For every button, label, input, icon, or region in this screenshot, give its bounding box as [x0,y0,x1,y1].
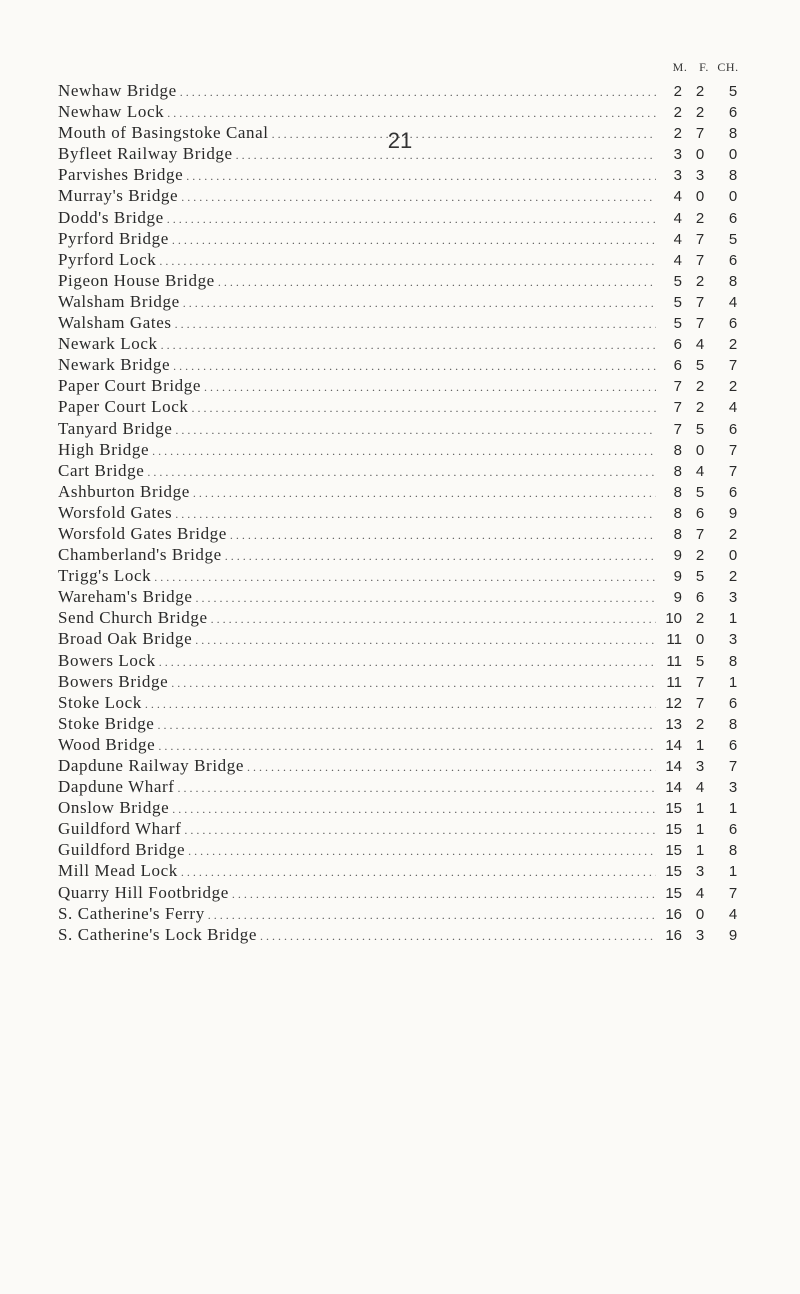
chains-value: 6 [728,821,738,839]
table-row [58,101,748,122]
chains-value: 0 [728,547,738,565]
table-row [58,249,748,270]
distance-values [656,208,748,229]
table-row [58,734,748,755]
distance-values [656,250,748,271]
place-name: S. Catherine's Ferry . . . [58,903,656,926]
miles-value: 13 [665,715,682,733]
chains-value: 2 [728,568,738,586]
miles-value: 5 [673,272,682,290]
table-row [58,207,748,228]
table-row [58,228,748,249]
header-miles: M. [672,60,688,74]
table-row [58,333,748,354]
place-name: Pigeon House Bridge . . . [58,270,656,293]
place-name: Onslow Bridge . . . [58,797,656,820]
place-name: Worsfold Gates Bridge . . . [58,523,656,546]
place-name: Newark Bridge . . . [58,354,656,377]
place-name: Murray's Bridge . . . [58,185,656,208]
furlongs-value: 6 [695,504,705,522]
miles-value: 15 [665,821,682,839]
furlongs-value: 7 [695,230,705,248]
distance-values [656,524,748,545]
miles-value: 10 [665,610,682,628]
table-row [58,396,748,417]
chains-value: 4 [728,399,738,417]
chains-value: 9 [728,926,738,944]
place-name: Paper Court Bridge . . . [58,375,656,398]
place-name: Mill Mead Lock . . . [58,860,656,883]
distance-values [656,883,748,904]
table-row [58,565,748,586]
place-name: Worsfold Gates . . . [58,502,656,525]
place-name: Tanyard Bridge . . . [58,418,656,441]
chains-value: 6 [728,420,738,438]
place-name: Guildford Wharf . . . [58,818,656,841]
chains-value: 8 [728,652,738,670]
chains-value: 6 [728,694,738,712]
table-row [58,713,748,734]
furlongs-value: 1 [695,821,705,839]
miles-value: 12 [665,694,682,712]
furlongs-value: 0 [695,146,705,164]
chains-value: 9 [728,504,738,522]
furlongs-value: 2 [695,209,705,227]
distance-values [656,397,748,418]
place-name: Newhaw Lock . . . [58,101,656,124]
table-row [58,797,748,818]
distance-values [656,904,748,925]
table-row [58,523,748,544]
chains-value: 8 [728,125,738,143]
chains-value: 1 [728,800,738,818]
place-name: Dapdune Railway Bridge . . . [58,755,656,778]
furlongs-value: 1 [695,736,705,754]
header-chains: CH. [717,60,739,74]
furlongs-value: 2 [695,715,705,733]
furlongs-value: 0 [695,631,705,649]
chains-value: 8 [728,715,738,733]
place-name: Wareham's Bridge . . . [58,586,656,609]
table-row [58,882,748,903]
table-row [58,375,748,396]
place-name: Mouth of Basingstoke Canal . . . [58,122,656,145]
distance-values [656,714,748,735]
furlongs-value: 2 [695,104,705,122]
miles-value: 15 [665,863,682,881]
place-name: Trigg's Lock . . . [58,565,656,588]
chains-value: 0 [728,188,738,206]
furlongs-value: 3 [695,167,705,185]
miles-value: 15 [665,800,682,818]
distance-values [656,672,748,693]
distance-values [656,419,748,440]
chains-value: 8 [728,842,738,860]
miles-value: 8 [673,525,682,543]
distance-values [656,376,748,397]
table-row [58,860,748,881]
furlongs-value: 7 [695,525,705,543]
miles-value: 15 [665,884,682,902]
distance-values [656,693,748,714]
distance-values [656,819,748,840]
furlongs-value: 5 [695,357,705,375]
table-row [58,270,748,291]
miles-value: 8 [673,441,682,459]
miles-value: 15 [665,842,682,860]
furlongs-value: 2 [695,378,705,396]
chains-value: 7 [728,357,738,375]
chains-value: 3 [728,631,738,649]
table-row [58,776,748,797]
miles-value: 4 [673,209,682,227]
furlongs-value: 2 [695,83,705,100]
chains-value: 6 [728,315,738,333]
furlongs-value: 6 [695,589,705,607]
chains-value: 0 [728,146,738,164]
chains-value: 6 [728,209,738,227]
miles-value: 6 [673,336,682,354]
distance-values [656,756,748,777]
table-row [58,839,748,860]
distance-values [656,81,748,102]
place-name: Bowers Bridge . . . [58,671,656,694]
table-row [58,818,748,839]
table-row [58,924,748,945]
place-name: Chamberland's Bridge . . . [58,544,656,567]
chains-value: 6 [728,736,738,754]
miles-value: 9 [673,547,682,565]
place-name: Dapdune Wharf . . . [58,776,656,799]
distance-values [656,313,748,334]
chains-value: 3 [728,779,738,797]
furlongs-value: 0 [695,905,705,923]
distance-values [656,482,748,503]
furlongs-value: 4 [695,462,705,480]
place-name: Guildford Bridge . . . [58,839,656,862]
place-name: Quarry Hill Footbridge . . . [58,882,656,905]
place-name: Send Church Bridge . . . [58,607,656,630]
distance-values [656,271,748,292]
furlongs-value: 1 [695,800,705,818]
distance-values [656,651,748,672]
table-row [58,143,748,164]
table-row [58,80,748,101]
distance-values [656,144,748,165]
distance-values [656,229,748,250]
chains-value: 2 [728,525,738,543]
furlongs-value: 7 [695,673,705,691]
chains-value: 7 [728,884,738,902]
place-name: Paper Court Lock . . . [58,396,656,419]
miles-value: 4 [673,230,682,248]
distance-values [656,777,748,798]
distance-values [656,355,748,376]
place-name: Dodd's Bridge . . . [58,207,656,230]
place-name: Byfleet Railway Bridge . . . [58,143,656,166]
table-row [58,692,748,713]
place-name: Parvishes Bridge . . . [58,164,656,187]
place-name: Stoke Lock . . . [58,692,656,715]
table-row [58,418,748,439]
place-name: Broad Oak Bridge . . . [58,628,656,651]
furlongs-value: 7 [695,694,705,712]
miles-value: 7 [673,399,682,417]
chains-value: 8 [728,272,738,290]
distance-values [656,102,748,123]
chains-value: 1 [728,863,738,881]
chains-value: 3 [728,589,738,607]
furlongs-value: 5 [695,568,705,586]
header-furlongs: F. [699,60,709,74]
furlongs-value: 0 [695,188,705,206]
furlongs-value: 2 [695,272,705,290]
furlongs-value: 7 [695,125,705,143]
table-row [58,439,748,460]
chains-value: 5 [728,83,738,100]
chains-value: 6 [728,483,738,501]
chains-value: 1 [728,673,738,691]
chains-value: 6 [728,104,738,122]
chains-value: 4 [728,293,738,311]
miles-value: 14 [665,779,682,797]
miles-value: 7 [673,420,682,438]
chains-value: 5 [728,230,738,248]
table-row [58,185,748,206]
chains-value: 1 [728,610,738,628]
place-name: Walsham Gates . . . [58,312,656,335]
miles-value: 9 [673,568,682,586]
distance-values [656,503,748,524]
distance-values [656,861,748,882]
miles-value: 8 [673,483,682,501]
furlongs-value: 2 [695,610,705,628]
place-name: Cart Bridge . . . [58,460,656,483]
furlongs-value: 7 [695,315,705,333]
furlongs-value: 7 [695,251,705,269]
distance-values [656,629,748,650]
distance-values [656,123,748,144]
distance-values [656,735,748,756]
miles-value: 2 [673,104,682,122]
table-row [58,122,748,143]
miles-value: 2 [673,125,682,143]
page-number: 21 [387,128,413,153]
miles-value: 9 [673,589,682,607]
distance-values [656,608,748,629]
distance-values [656,461,748,482]
furlongs-value: 4 [695,336,705,354]
miles-value: 8 [673,462,682,480]
table-row [58,460,748,481]
miles-value: 11 [666,652,682,670]
miles-value: 5 [673,315,682,333]
distance-values [656,440,748,461]
table-row [58,502,748,523]
table-row [58,291,748,312]
furlongs-value: 5 [695,483,705,501]
miles-value: 2 [673,83,682,100]
distance-values [656,566,748,587]
miles-value: 16 [665,926,682,944]
place-name: Newhaw Bridge . . . [58,80,656,103]
table-row [58,903,748,924]
distance-values [656,292,748,313]
table-row [58,481,748,502]
distance-values [656,186,748,207]
place-name: Wood Bridge . . . [58,734,656,757]
miles-value: 3 [673,146,682,164]
chains-value: 2 [728,378,738,396]
table-row [58,312,748,333]
furlongs-value: 3 [695,758,705,775]
table-row [58,671,748,692]
table-row [58,544,748,565]
furlongs-value: 3 [695,926,705,944]
miles-value: 4 [673,188,682,206]
table-row [58,607,748,628]
miles-value: 4 [673,251,682,269]
chains-value: 6 [728,251,738,269]
place-name: Bowers Lock . . . [58,650,656,673]
furlongs-value: 7 [695,293,705,311]
table-row [58,586,748,607]
furlongs-value: 2 [695,547,705,565]
place-name: Pyrford Bridge . . . [58,228,656,251]
place-name: S. Catherine's Lock Bridge . . . [58,924,656,947]
miles-value: 5 [673,293,682,311]
place-name: Stoke Bridge . . . [58,713,656,736]
distance-values [656,545,748,566]
column-headers [668,60,740,75]
place-name: Ashburton Bridge . . . [58,481,656,504]
chains-value: 7 [728,462,738,480]
miles-value: 11 [666,673,682,691]
table-row [58,354,748,375]
table-row [58,650,748,671]
miles-value: 6 [673,357,682,375]
miles-value: 7 [673,378,682,396]
miles-value: 16 [665,905,682,923]
miles-value: 8 [673,504,682,522]
furlongs-value: 3 [695,863,705,881]
distance-values [656,798,748,819]
place-name: Walsham Bridge . . . [58,291,656,314]
distance-table [58,80,748,945]
furlongs-value: 4 [695,884,705,902]
furlongs-value: 0 [695,441,705,459]
furlongs-value: 1 [695,842,705,860]
distance-values [656,840,748,861]
place-name: Pyrford Lock . . . [58,249,656,272]
distance-values [656,165,748,186]
table-row [58,164,748,185]
chains-value: 4 [728,905,738,923]
table-row [58,755,748,776]
chains-value: 8 [728,167,738,185]
miles-value: 14 [665,736,682,754]
furlongs-value: 2 [695,399,705,417]
place-name: High Bridge . . . [58,439,656,462]
furlongs-value: 5 [695,652,705,670]
chains-value: 7 [728,758,738,775]
miles-value: 14 [665,758,682,775]
distance-values [656,587,748,608]
place-name: Newark Lock . . . [58,333,656,356]
miles-value: 3 [673,167,682,185]
furlongs-value: 5 [695,420,705,438]
distance-values [656,925,748,946]
table-row [58,628,748,649]
furlongs-value: 4 [695,779,705,797]
chains-value: 2 [728,336,738,354]
miles-value: 11 [666,631,682,649]
chains-value: 7 [728,441,738,459]
distance-values [656,334,748,355]
